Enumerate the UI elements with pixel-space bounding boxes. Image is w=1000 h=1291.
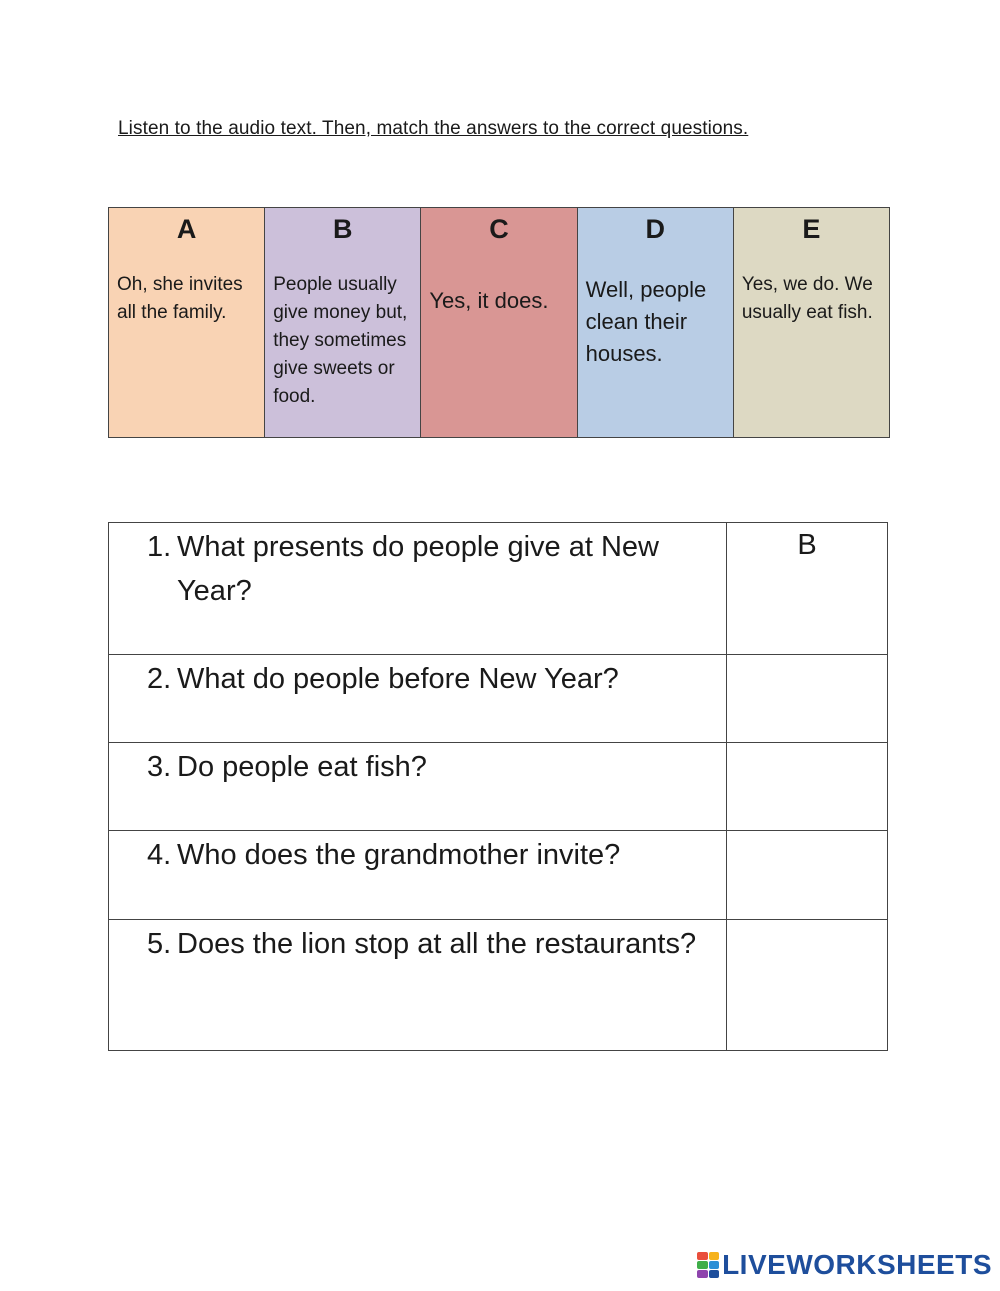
answer-option-b (265, 208, 421, 437)
question-row-2 (109, 655, 888, 743)
answer-text: People usually give money but, they sometimes give sweets or food. (273, 274, 408, 407)
answer-option-a (109, 208, 265, 437)
answer-letter: C (489, 214, 509, 244)
question-cell (109, 743, 727, 831)
question-number: 3. (147, 751, 172, 783)
question-number: 2. (147, 663, 172, 695)
answer-input-1[interactable]: B (727, 523, 888, 655)
question-row-5 (109, 920, 888, 1051)
instructions: Listen to the audio text. Then, match the answers to the correct questions. (118, 118, 749, 139)
question-cell (109, 523, 727, 655)
answer-letter: D (645, 214, 665, 244)
answer-option-d (578, 208, 734, 437)
answer-letter: E (802, 214, 821, 244)
answer-text: Yes, it does. (429, 288, 549, 313)
answer-text: Oh, she invites all the family. (117, 274, 243, 323)
answer-input-4[interactable] (727, 831, 888, 920)
question-text: Does the lion stop at all the restaurants? (177, 928, 697, 960)
answer-option-e (734, 208, 889, 437)
question-number: 1. (147, 531, 172, 563)
question-number: 4. (147, 839, 172, 871)
logo-text: LIVEWORKSHEETS (722, 1249, 992, 1280)
answer-input-2[interactable] (727, 655, 888, 743)
question-text: What do people before New Year? (177, 663, 619, 695)
answer-input-5[interactable] (727, 920, 888, 1051)
question-row-1 (109, 523, 888, 655)
answer-input-3[interactable] (727, 743, 888, 831)
question-text: What presents do people give at New Year? (177, 531, 659, 607)
liveworksheets-logo-icon (697, 1252, 719, 1278)
question-cell (109, 920, 727, 1051)
answer-options (108, 207, 890, 438)
question-cell (109, 655, 727, 743)
answer-text: Yes, we do. We usually eat fish. (741, 274, 873, 323)
question-text: Do people eat fish? (177, 751, 427, 783)
question-row-3 (109, 743, 888, 831)
answer-text: Well, people clean their houses. (585, 277, 707, 366)
liveworksheets-logo (697, 1249, 992, 1281)
answer-letter: B (333, 214, 353, 244)
questions-table (108, 522, 888, 1051)
question-row-4 (109, 831, 888, 920)
question-number: 5. (147, 928, 172, 960)
question-text: Who does the grandmother invite? (177, 839, 621, 871)
question-cell (109, 831, 727, 920)
answer-letter: A (176, 214, 197, 244)
answer-option-c (421, 208, 577, 437)
